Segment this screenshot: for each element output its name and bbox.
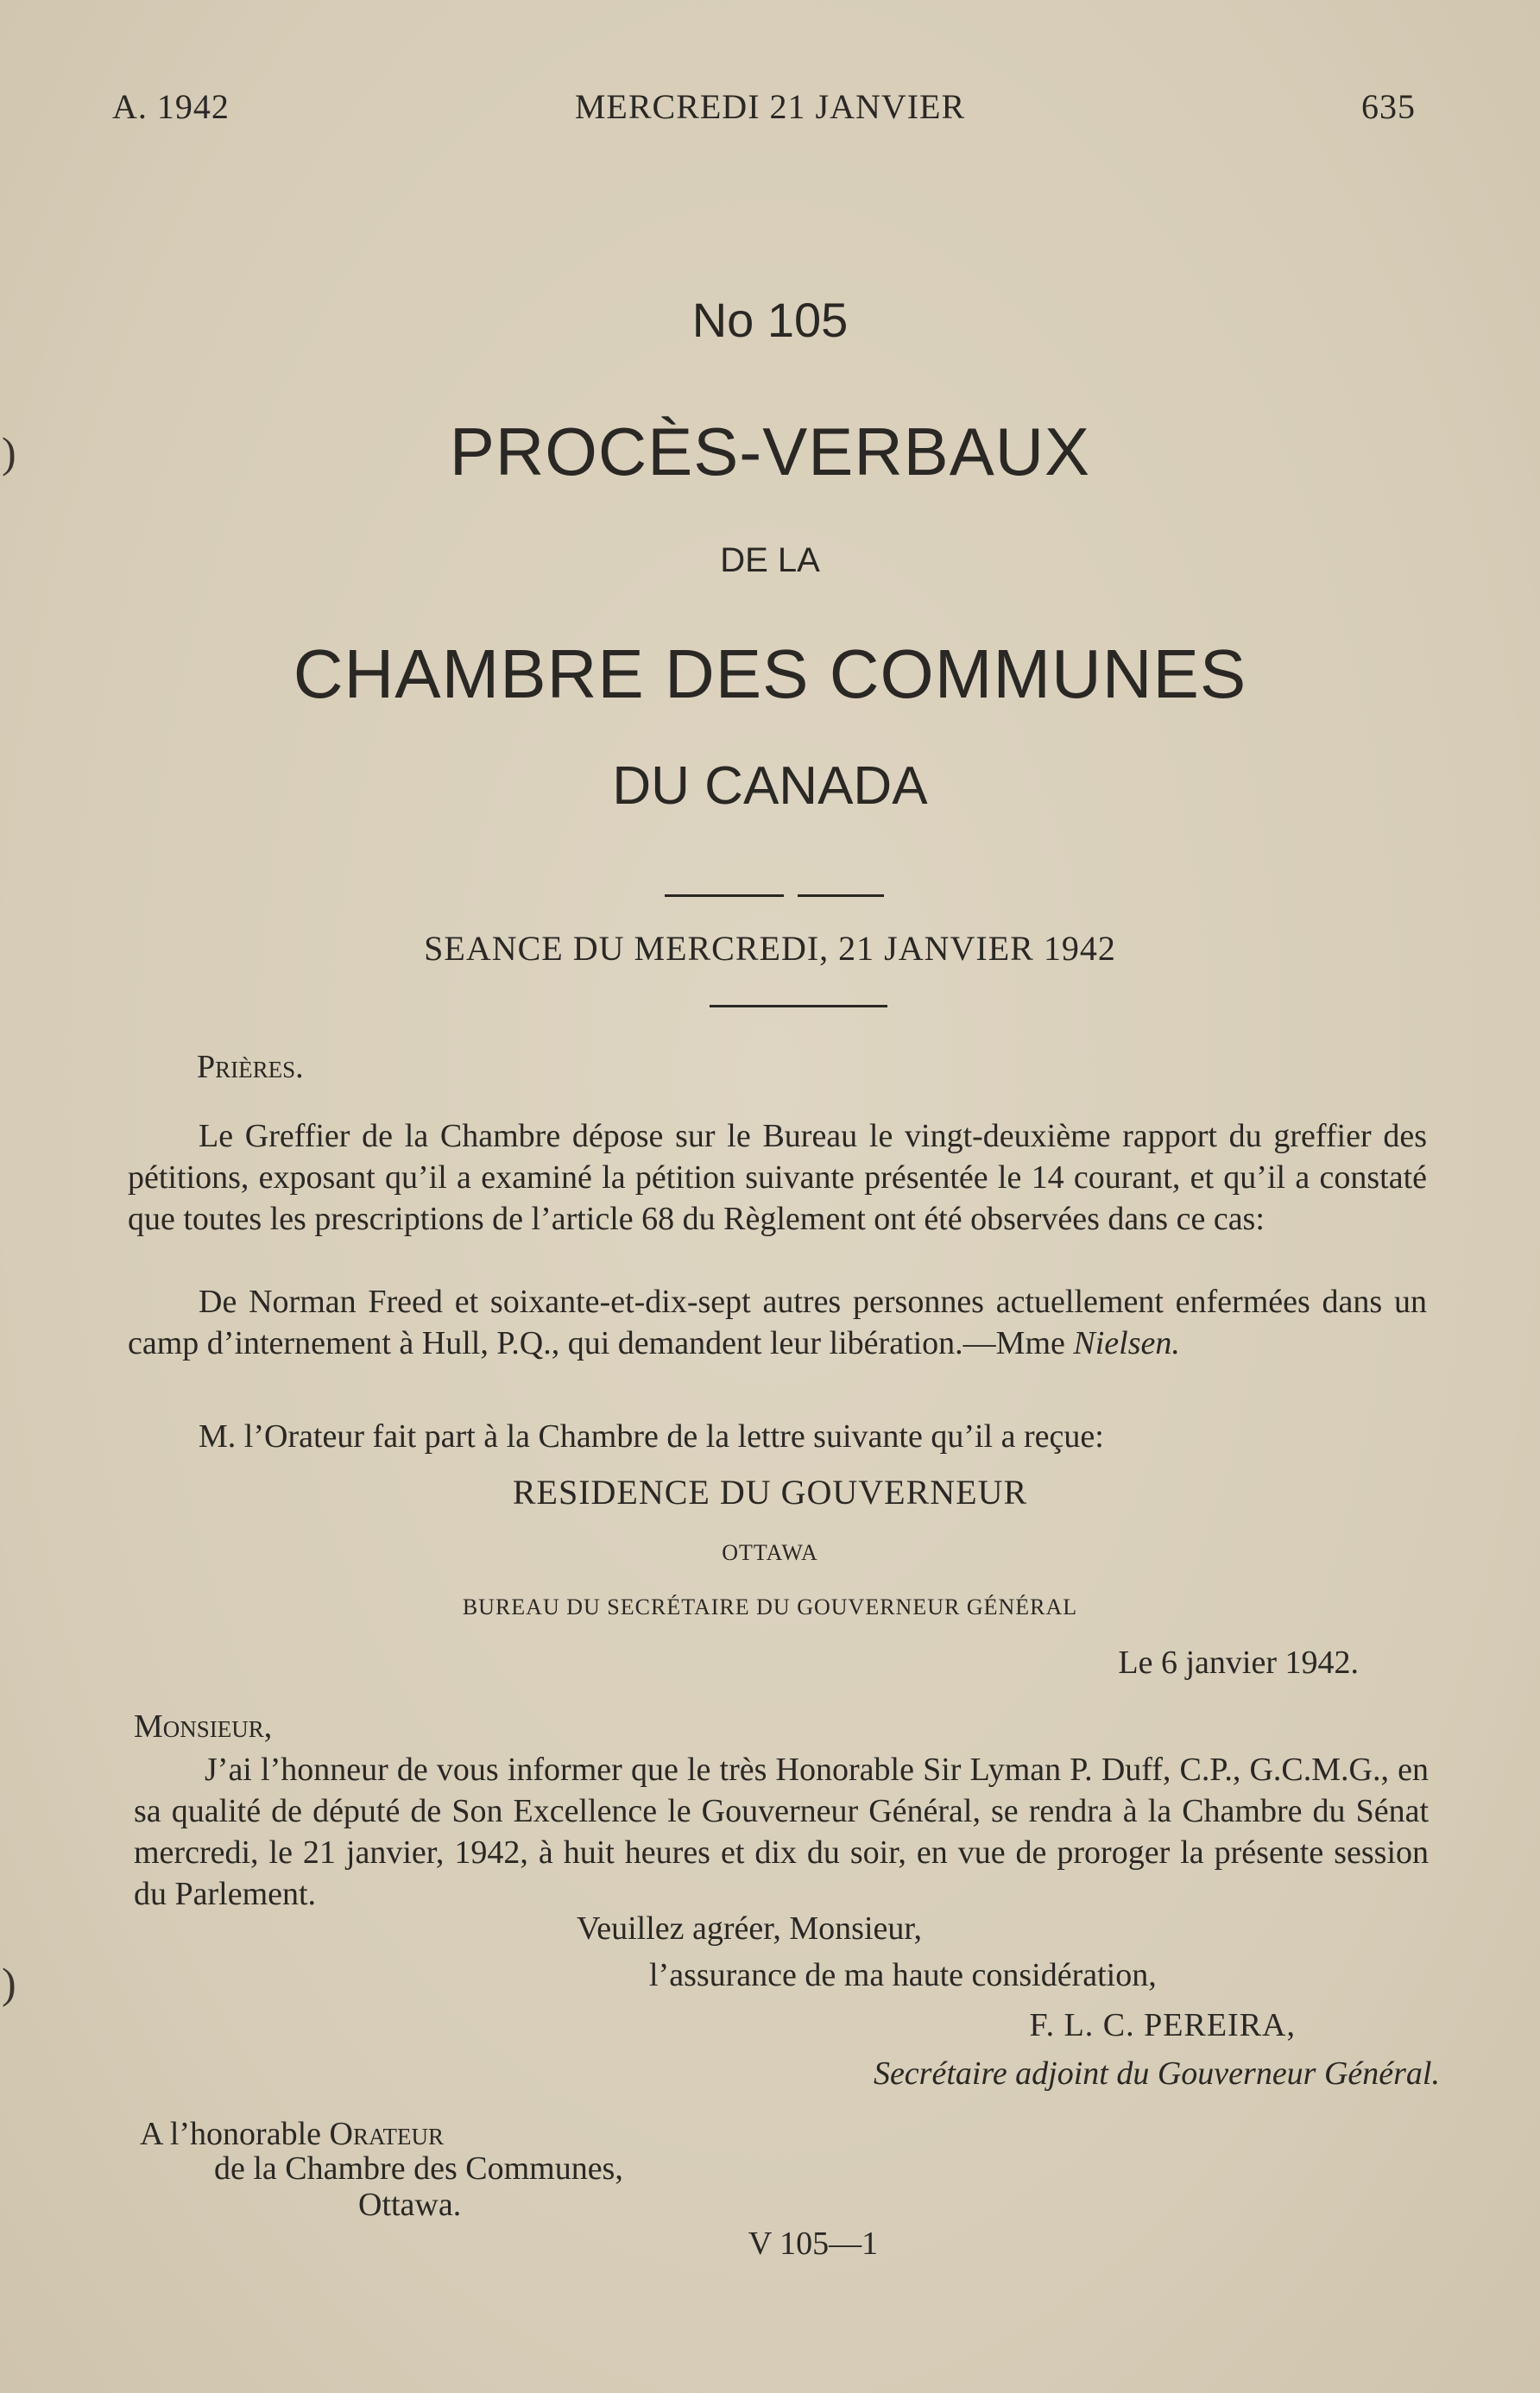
member-name: Nielsen.: [1073, 1325, 1180, 1361]
petition-text: De Norman Freed et soixante-et-dix-sept autres personnes actuellement enfermées dans un camp d’internement à Hull, P.Q., qui demandent leur libération.—Mme: [128, 1284, 1427, 1361]
header-year: A. 1942: [112, 87, 230, 126]
letter-date: Le 6 janvier 1942.: [1118, 1645, 1359, 1681]
divider-rule-bottom: [710, 1005, 887, 1007]
paragraph-orateur: M. l’Orateur fait part à la Chambre de la lettre suivante qu’il a reçue:: [199, 1418, 1104, 1455]
page-header: [0, 86, 1540, 129]
letter-salutation: Monsieur,: [134, 1708, 273, 1745]
address-line-2: de la Chambre des Communes,: [214, 2150, 623, 2187]
title-connector: DE LA: [720, 541, 820, 579]
margin-mark-bottom: ): [2, 1959, 16, 2007]
divider-rule-left: [665, 894, 784, 897]
margin-mark-top: ): [2, 428, 16, 477]
letter-signature-title: Secrétaire adjoint du Gouverneur Général.: [873, 2055, 1440, 2092]
address-line-3: Ottawa.: [358, 2187, 462, 2223]
header-date: MERCREDI 21 JANVIER: [574, 87, 966, 126]
main-title: PROCÈS-VERBAUX: [449, 414, 1091, 489]
chamber-title: CHAMBRE DES COMMUNES: [293, 635, 1247, 712]
letter-signature: F. L. C. PEREIRA,: [1029, 2007, 1296, 2043]
letter-body: J’ai l’honneur de vous informer que le très Honorable Sir Lyman P. Duff, C.P., G.C.M.G., en sa qualité de député de Son Excellence le Gouverneur Général, se rendra à la Chambre du Sénat mercredi, le 21 janvier, 1942, à huit heures et dix du soir, en vue de proroger la présente session du Parlement.: [134, 1752, 1429, 1912]
letter-closing-1: Veuillez agréer, Monsieur,: [577, 1910, 923, 1947]
country-title: DU CANADA: [612, 756, 928, 816]
address-title: Orateur: [329, 2116, 444, 2152]
issue-number: No 105: [691, 293, 849, 347]
letter-heading-residence: RESIDENCE DU GOUVERNEUR: [512, 1473, 1028, 1512]
paragraph-petition: [128, 1281, 1427, 1364]
page-number: 635: [1361, 87, 1416, 126]
prayers-heading: Prières.: [197, 1049, 304, 1085]
divider-rule-right: [798, 894, 884, 897]
address-prefix: A l’honorable: [140, 2116, 322, 2152]
session-heading: SEANCE DU MERCREDI, 21 JANVIER 1942: [424, 929, 1116, 968]
letter-heading-bureau: BUREAU DU SECRÉTAIRE DU GOUVERNEUR GÉNÉRAL: [462, 1594, 1078, 1620]
letter-closing-2: l’assurance de ma haute considération,: [649, 1957, 1157, 1993]
paragraph-greffier: Le Greffier de la Chambre dépose sur le Bureau le vingt-deuxième rapport du greffier des pétitions, exposant qu’il a examiné la pétition suivante présentée le 14 courant, et qu’il a constaté que toutes les prescriptions de l’article 68 du Règlement ont été observées dans ce cas:: [128, 1118, 1427, 1237]
letter-heading-city: OTTAWA: [722, 1540, 818, 1565]
footer-signature-mark: V 105—1: [748, 2226, 879, 2262]
